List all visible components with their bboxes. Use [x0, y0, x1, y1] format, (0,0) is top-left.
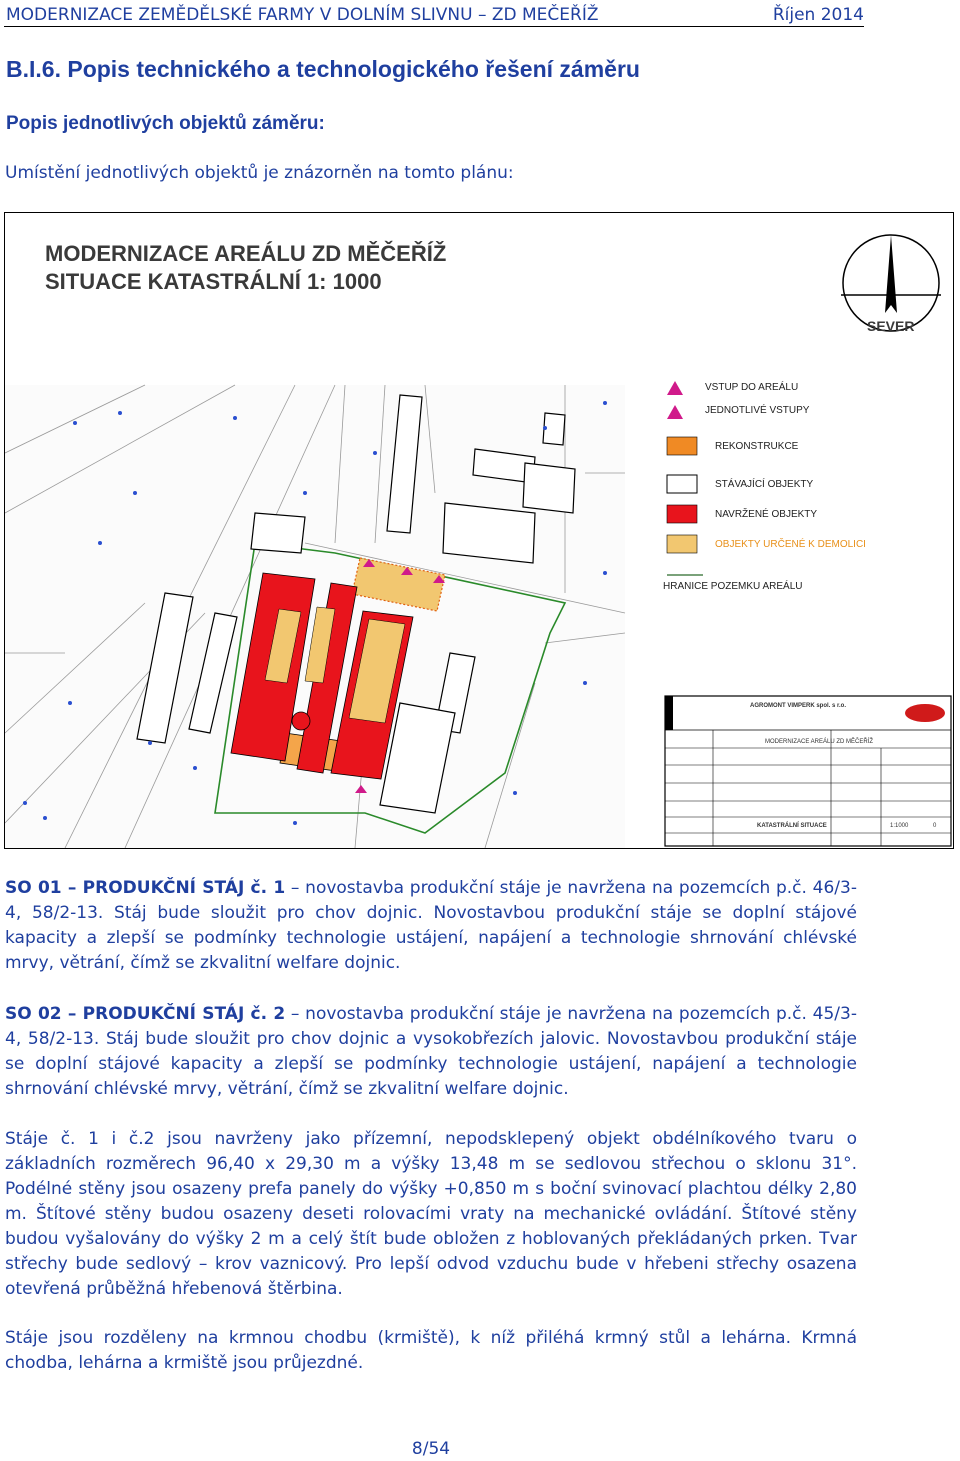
legend-label-entry: VSTUP DO AREÁLU [705, 382, 799, 393]
plan-legend [663, 380, 866, 592]
site-plan-drawing [5, 213, 953, 848]
so01-title: SO 01 – PRODUKČNÍ STÁJ č. 1 [5, 878, 286, 898]
plan-title-line2: SITUACE KATASTRÁLNÍ 1: 1000 [45, 269, 382, 294]
cadastral-map [5, 385, 625, 848]
legend-label-new: NAVRŽENÉ OBJEKTY [715, 509, 818, 520]
north-label: SEVER [867, 318, 915, 334]
plan-title-line1: MODERNIZACE AREÁLU ZD MĚČEŘÍŽ [45, 241, 447, 266]
plan-title-block [665, 696, 951, 846]
page-number: 8/54 [411, 1439, 451, 1459]
subsection-heading: Popis jednotlivých objektů záměru: [6, 113, 325, 134]
page-header [4, 4, 864, 27]
titleblock-scale: 1:1000 [890, 823, 909, 829]
legend-label-entrances: JEDNOTLIVÉ VSTUPY [705, 405, 810, 416]
legend-label-boundary: HRANICE POZEMKU AREÁLU [663, 581, 803, 592]
so02-text: – novostavba produkční stáje je navržena na pozemcích p.č. 45/3-4, 58/2-13. Stáj bude sloužit pro chov dojnic a vysokobřezích jalovic. Novostavbou produkční stáje se doplní stájové kapacity a zlepší se podmínky technologie ustájení, napájení a technologie shrnování chlévské mrvy, větrání, čímž se zkvalitní welfare dojnic. [5, 1004, 857, 1099]
paragraph-stables-layout: Stáje jsou rozděleny na krmnou chodbu (krmiště), k níž přiléhá krmný stůl a lehárna. Krmná chodba, lehárna a krmiště jsou průjezdné. [5, 1328, 857, 1373]
titleblock-project: MODERNIZACE AREÁLU ZD MĚČEŘÍŽ [765, 739, 874, 745]
header-date: Říjen 2014 [772, 5, 864, 25]
paragraph-stables-description: Stáje č. 1 i č.2 jsou navrženy jako přízemní, nepodsklepený objekt obdélníkového tvaru o základních rozměrech 96,40 x 29,30 m a výšky 13,48 m se sedlovou střechou o sklonu 31°. Podélné stěny jsou osazeny prefa panely do výšky +0,850 m s boční svinovací plachtou délky 2,80 m. Štítové stěny budou osazeny deseti rolovacími vraty na mechanické ovládání. Štítové stěny budou vyšalovány do výšky 2 m a celý štít bude obložen z hoblovaných překládaných prken. Tvar střechy bude sedlový – krov vaznicový. Pro lepší odvod vzduchu bude v hřebeni střechy osazena otevřená průběžná hřebenová štěrbina. [5, 1129, 857, 1299]
paragraph-so01 [5, 876, 857, 976]
header-project-title: MODERNIZACE ZEMĚDĚLSKÉ FARMY V DOLNÍM SLIVNU – ZD MEČEŘÍŽ [6, 5, 599, 25]
so02-title: SO 02 – PRODUKČNÍ STÁJ č. 2 [5, 1004, 286, 1024]
intro-text: Umístění jednotlivých objektů je znázorněn na tomto plánu: [5, 163, 514, 183]
north-arrow-icon [841, 235, 941, 334]
titleblock-number: 0 [933, 823, 937, 829]
legend-label-reconstruction: REKONSTRUKCE [715, 441, 799, 452]
so01-text: – novostavba produkční stáje je navržena na pozemcích p.č. 46/3-4, 58/2-13. Stáj bude sloužit pro chov dojnic. Novostavbou produkční stáje se doplní stájové kapacity a zlepší se podmínky technologie ustájení, napájení a technologie shrnování chlévské mrvy, větrání, čímž se zkvalitní welfare dojnic. [5, 878, 857, 973]
legend-label-existing: STÁVAJÍCÍ OBJEKTY [715, 479, 814, 490]
titleblock-drawing: KATASTRÁLNÍ SITUACE [757, 823, 827, 829]
section-heading: B.I.6. Popis technického a technologického řešení záměru [6, 56, 640, 82]
legend-label-demolition: OBJEKTY URČENÉ K DEMOLICI [715, 539, 866, 550]
titleblock-company: AGROMONT VIMPERK spol. s r.o. [750, 703, 847, 709]
paragraph-so02 [5, 1002, 857, 1102]
site-plan-figure [4, 212, 954, 849]
